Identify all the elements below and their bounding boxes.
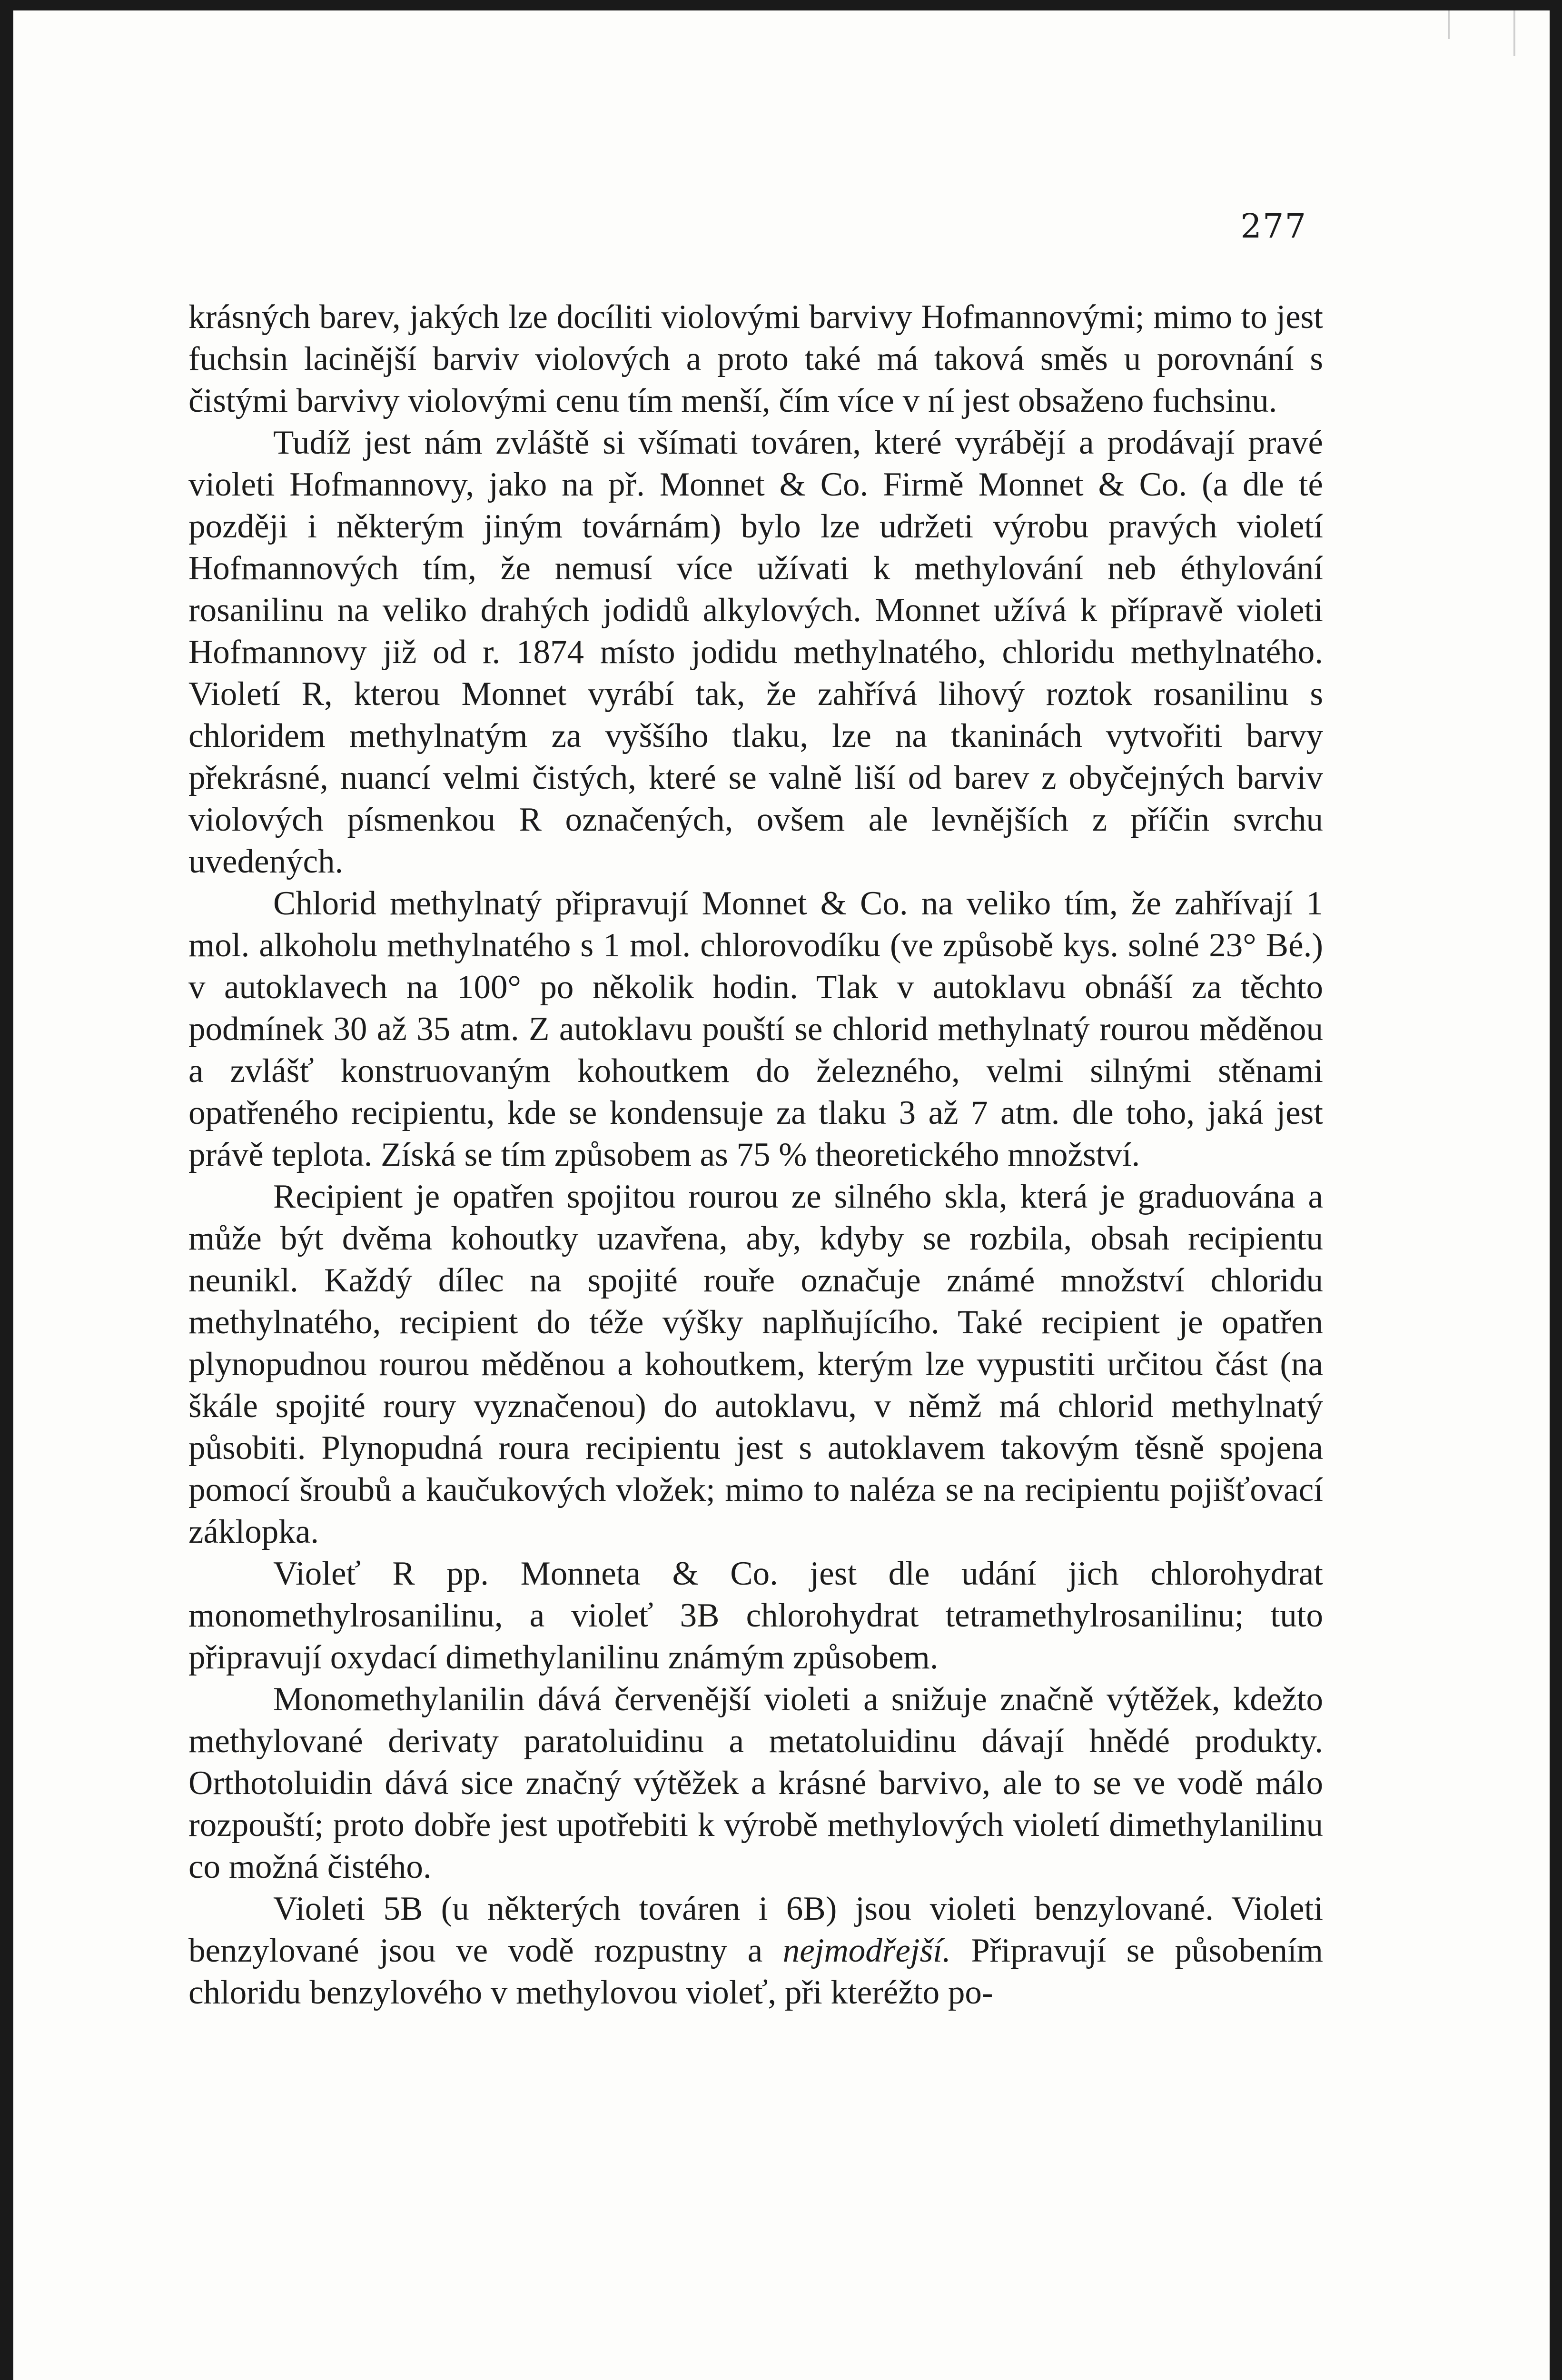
paragraph-6: Monomethylanilin dává červenější violeti a snižuje značně výtěžek, kdežto methylované derivaty paratoluidinu a metatoluidinu dávají hnědé produkty. Orthotoluidin dává sice značný výtěžek a krásné barvivo, ale to se ve vodě málo rozpouští; proto dobře jest upotřebiti k výrobě methylových violetí dimethylanilinu co možná čistého. bbox=[188, 1681, 1323, 1885]
paragraph-4: Recipient je opatřen spojitou rourou ze silného skla, která je graduována a může být dvěma kohoutky uzavřena, aby, kdyby se rozbila, obsah recipientu neunikl. Každý dílec na spojité rouře označuje známé množství chloridu methylnatého, recipient do téže výšky naplňujícího. Také recipient je opatřen plynopudnou rourou měděnou a kohoutkem, kterým lze vypustiti určitou část (na škále spojité roury vyznačenou) do autoklavu, v němž má chlorid methylnatý působiti. Plynopudná roura recipientu jest s autoklavem takovým těsně spojena pomocí šroubů a kaučukových vložek; mimo to naléza se na recipientu pojišťovací záklopka. bbox=[188, 1178, 1323, 1550]
body-text bbox=[188, 296, 1323, 2013]
paragraph-5: Violeť R pp. Monneta & Co. jest dle udání jich chlorohydrat monomethylrosanilinu, a violeť 3B chlorohydrat tetramethylrosanilinu; tuto připravují oxydací dimethylanilinu známým způsobem. bbox=[188, 1555, 1323, 1676]
paper-sheet bbox=[13, 10, 1550, 2380]
paragraph-2: Tudíž jest nám zvláště si všímati továren, které vyrábějí a prodávají pravé violeti Hofmannovy, jako na př. Monnet & Co. Firmě Monnet & Co. (a dle té později i některým jiným továrnám) bylo lze udržeti výrobu pravých violetí Hofmannových tím, že nemusí více užívati k methylování neb éthylování rosanilinu na veliko drahých jodidů alkylových. Monnet užívá k přípravě violeti Hofmannovy již od r. 1874 místo jodidu methylnatého, chloridu methylnatého. Violetí R, kterou Monnet vyrábí tak, že zahřívá lihový roztok rosanilinu s chloridem methylnatým za vyššího tlaku, lze na tkaninách vytvořiti barvy překrásné, nuancí velmi čistých, které se valně liší od barev z obyčejných barviv violových písmenkou R označených, ovšem ale levnějších z příčin svrchu uvedených. bbox=[188, 424, 1323, 880]
paragraph-3: Chlorid methylnatý připravují Monnet & Co. na veliko tím, že zahřívají 1 mol. alkoholu methylnatého s 1 mol. chlorovodíku (ve způsobě kys. solné 23° Bé.) v autoklavech na 100° po několik hodin. Tlak v autoklavu obnáší za těchto podmínek 30 až 35 atm. Z autoklavu pouští se chlorid methylnatý rourou měděnou a zvlášť konstruovaným kohoutkem do železného, velmi silnými stěnami opatřeného recipientu, kde se kondensuje za tlaku 3 až 7 atm. dle toho, jaká jest právě teplota. Získá se tím způsobem as 75 % theoretického množství. bbox=[188, 885, 1323, 1173]
page-number: 277 bbox=[1240, 207, 1307, 246]
paragraph-7-part-a: Violeti 5B (u některých továren i 6B) jsou violeti benzylované. Violeti benzylované jsou ve vodě rozpustny a bbox=[188, 1890, 1323, 1969]
paragraph-7-part-b: Připravují se působením chloridu benzylového v methylovou violeť, při kteréžto po- bbox=[188, 1932, 1323, 2011]
paragraph-1: krásných barev, jakých lze docíliti violovými barvivy Hofmannovými; mimo to jest fuchsin lacinější barviv violových a proto také má taková směs u porovnání s čistými barvivy violovými cenu tím menší, čím více v ní jest obsaženo fuchsinu. bbox=[188, 298, 1323, 419]
scan-artifact-line bbox=[1513, 10, 1515, 56]
emphasized-word: nejmodřejší. bbox=[782, 1932, 951, 1969]
paragraph-7 bbox=[188, 1888, 1323, 2013]
scan-artifact-line bbox=[1448, 10, 1450, 39]
